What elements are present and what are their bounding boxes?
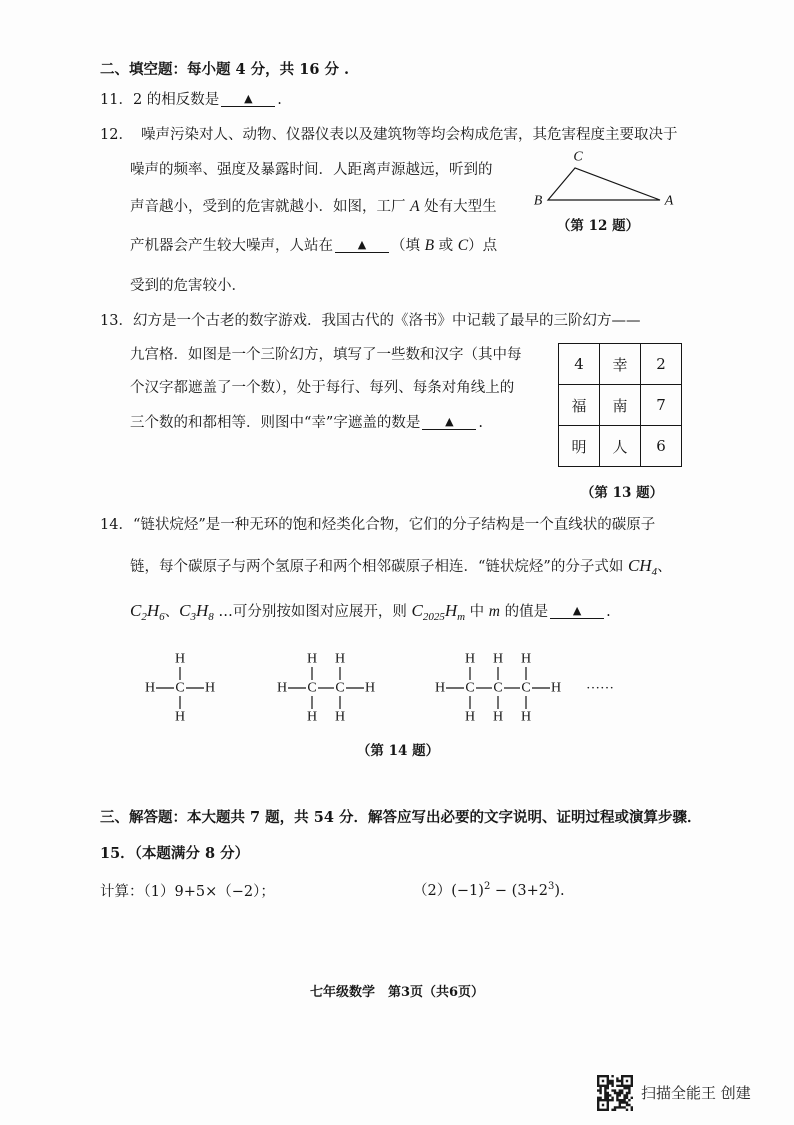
hydrogen-atom: H: [306, 709, 318, 725]
grid-row: [559, 344, 682, 385]
formula-subscript: 3: [190, 611, 196, 623]
point-label-a: A: [410, 198, 420, 215]
hydrogen-atom: H: [334, 709, 346, 725]
point-label-b: B: [424, 237, 435, 254]
scanner-watermark-text: 扫描全能王 创建: [641, 1084, 751, 1102]
formula-part: C: [130, 601, 142, 620]
figure-13-caption: （第 13 题）: [580, 485, 664, 501]
answer-blank: ▲: [422, 415, 476, 430]
text-segment: 产机器会产生较大噪声，人站在: [130, 238, 333, 254]
variable-m: m: [488, 603, 500, 620]
formula-part: H: [444, 601, 458, 620]
question-end: .: [277, 92, 282, 108]
formula-part: H: [146, 601, 160, 620]
formula-subscript: 2025: [422, 611, 445, 623]
question-number: 11．: [100, 92, 133, 108]
section-2-title: 二、填空题：每小题 4 分，共 16 分 .: [100, 61, 350, 78]
magic-square-grid: [558, 343, 682, 467]
alkane-structure-1: [145, 652, 215, 725]
carbon-atom: C: [175, 680, 185, 696]
hydrogen-atom: H: [174, 709, 186, 725]
text-segment: 链，每个碳原子与两个氢原子和两个相邻碳原子相连．“链状烷烃”的分子式如: [130, 559, 628, 575]
vertex-label-c: C: [573, 149, 583, 165]
formula-subscript: 8: [208, 611, 214, 623]
magic-square-cell: 福: [559, 385, 600, 426]
formula-subscript: 2: [141, 611, 147, 623]
question-15-part-2: [413, 881, 565, 901]
hydrogen-atom: H: [174, 651, 186, 667]
question-12-line-5: 受到的危害较小．: [130, 278, 246, 294]
hydrogen-atom: H: [434, 680, 446, 696]
alkane-structure-2: [277, 652, 375, 725]
hydrogen-atom: H: [520, 709, 532, 725]
answer-blank: ▲: [335, 238, 389, 253]
hydrogen-atom: H: [464, 709, 476, 725]
triangle-figure: [520, 145, 690, 215]
carbon-atom: C: [307, 680, 317, 696]
exponent: 2: [483, 881, 491, 892]
hydrogen-atom: H: [520, 651, 532, 667]
question-14-line-3: [130, 601, 611, 621]
text-segment: 的值是: [499, 604, 549, 620]
alkane-structure-3: [435, 652, 561, 725]
hydrogen-atom: H: [550, 680, 562, 696]
hydrogen-atom: H: [204, 680, 216, 696]
question-12-line-2: 噪声的频率、强度及暴露时间．人距离声源越远，听到的: [130, 162, 493, 178]
hydrogen-atom: H: [364, 680, 376, 696]
formula-c2h6: [130, 601, 165, 623]
answer-blank: ▲: [550, 604, 604, 619]
question-text: 2 的相反数是: [132, 92, 220, 108]
point-label-c: C: [457, 237, 469, 254]
formula-subscript: 6: [159, 611, 165, 623]
text-segment: 处有大型生: [419, 199, 497, 215]
question-text: 幻方是一个古老的数字游戏．我国古代的《洛书》中记载了最早的三阶幻方——: [132, 313, 641, 329]
question-end: .: [478, 415, 483, 431]
question-12-line-4: [130, 236, 497, 256]
formula-subscript: m: [457, 611, 466, 623]
question-number: 12．: [100, 127, 133, 143]
figure-12-caption: （第 12 题）: [556, 218, 640, 234]
formula-subscript: 4: [651, 566, 658, 578]
text-segment: (−1): [451, 883, 484, 899]
formula-part: H: [195, 601, 209, 620]
text-segment: ）点: [468, 238, 498, 254]
hydrogen-atom: H: [144, 680, 156, 696]
vertex-label-a: A: [664, 193, 674, 209]
triangle-abc: [548, 168, 660, 200]
question-14-line-1: [100, 515, 655, 535]
text-segment: 中: [465, 604, 489, 620]
text-segment: 、: [164, 604, 180, 620]
question-13-line-4: [130, 413, 483, 433]
text-segment: ).: [554, 883, 565, 899]
text-segment: − (3+2: [490, 883, 548, 899]
magic-square-cell: 明: [559, 426, 600, 467]
hydrogen-atom: H: [276, 680, 288, 696]
text-segment: …可分别按如图对应展开，则: [213, 604, 412, 620]
exponent: 3: [547, 881, 555, 892]
hydrogen-atom: H: [464, 651, 476, 667]
question-number: 14．: [100, 517, 133, 533]
vertex-label-b: B: [533, 193, 543, 209]
qr-code-icon: [597, 1075, 633, 1111]
page-footer: 七年级数学 第3页（共6页）: [309, 985, 485, 1000]
question-number: 13．: [100, 313, 133, 329]
hydrogen-atom: H: [492, 651, 504, 667]
formula-c3h8: [179, 601, 214, 623]
question-13-line-2: 九宫格．如图是一个三阶幻方，填写了一些数和汉字（其中每: [130, 347, 522, 363]
question-15-header: 15．（本题满分 8 分）: [100, 845, 250, 862]
magic-square-cell: 人: [600, 426, 641, 467]
question-12-line-3: [130, 197, 497, 217]
text-segment: 或: [434, 238, 458, 254]
grid-row: [559, 426, 682, 467]
hydrogen-atom: H: [334, 651, 346, 667]
qr-pattern: [597, 1075, 633, 1111]
hydrogen-atom: H: [492, 709, 504, 725]
magic-square-cell: 2: [641, 344, 682, 385]
answer-blank: ▲: [221, 92, 275, 107]
alkane-structures-figure: [0, 640, 660, 735]
question-12-line-1: [100, 125, 677, 145]
magic-square-cell: 7: [641, 385, 682, 426]
question-text: 噪声污染对人、动物、仪器仪表以及建筑物等均会构成危害，其危害程度主要取决于: [140, 127, 678, 143]
text-segment: （2）: [413, 883, 452, 899]
magic-square-cell: 4: [559, 344, 600, 385]
carbon-atom: C: [465, 680, 475, 696]
text-segment: 三个数的和都相等．则图中“幸”字遮盖的数是: [130, 415, 421, 431]
text-segment: 、: [657, 559, 672, 575]
text-segment: （填: [391, 238, 425, 254]
hydrogen-atom: H: [306, 651, 318, 667]
carbon-atom: C: [335, 680, 345, 696]
question-15-part-1: 计算：（1）9+5×（−2）；: [100, 884, 275, 900]
question-13-line-1: [100, 311, 640, 331]
magic-square-cell: 幸: [600, 344, 641, 385]
formula-ch4: [627, 556, 658, 578]
carbon-atom: C: [521, 680, 531, 696]
question-13-line-3: 个汉字都遮盖了一个数），处于每行、每列、每条对角线上的: [130, 380, 515, 396]
magic-square-cell: 南: [600, 385, 641, 426]
formula-part: C: [179, 601, 191, 620]
question-end: .: [606, 604, 611, 620]
formula-c2025hm: [411, 601, 466, 623]
carbon-atom: C: [493, 680, 503, 696]
formula-part: C: [411, 601, 423, 620]
figure-14-caption: （第 14 题）: [356, 743, 440, 759]
text-segment: 声音越小，受到的危害就越小．如图，工厂: [130, 199, 411, 215]
grid-row: [559, 385, 682, 426]
question-11: [100, 90, 282, 110]
section-3-title: 三、解答题：本大题共 7 题，共 54 分．解答应写出必要的文字说明、证明过程或演算步骤．: [100, 809, 702, 826]
question-14-line-2: [130, 556, 672, 576]
structures-ellipsis: ……: [586, 677, 614, 693]
magic-square-cell: 6: [641, 426, 682, 467]
question-text: “链状烷烃”是一种无环的饱和烃类化合物，它们的分子结构是一个直线状的碳原子: [132, 517, 656, 533]
formula-part: CH: [627, 556, 652, 575]
